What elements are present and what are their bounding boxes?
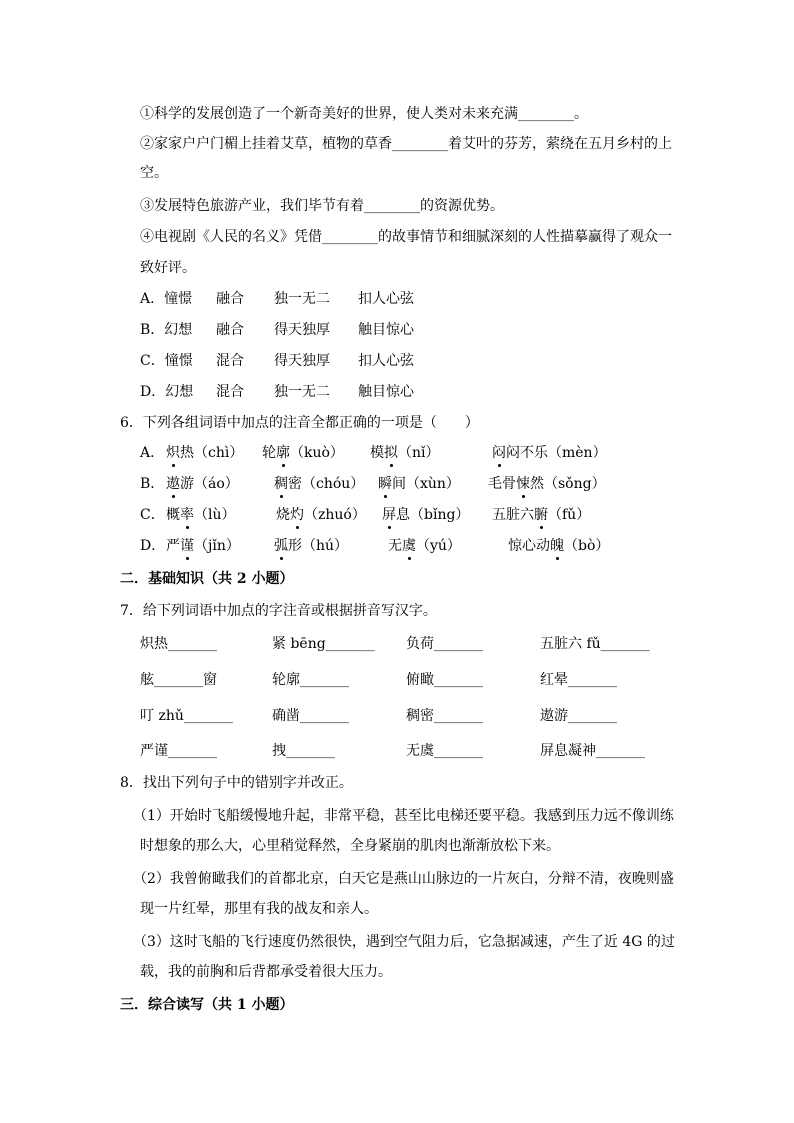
item-rest: （kuò） bbox=[290, 445, 344, 461]
option-item bbox=[166, 443, 243, 463]
option-word: 融合 bbox=[216, 291, 244, 307]
dotted-char: 谨 bbox=[180, 538, 194, 554]
option-word: 融合 bbox=[216, 322, 244, 338]
option-label: D．幻想 bbox=[140, 384, 194, 400]
option-label: A．憧憬 bbox=[140, 291, 193, 307]
dotted-char: 瞬 bbox=[378, 476, 392, 492]
q5-sentence-2-cont: 空。 bbox=[140, 165, 168, 181]
q7-item[interactable]: 负荷_______ bbox=[406, 636, 483, 652]
option-word: 扣人心弦 bbox=[358, 291, 414, 307]
option-label: B． bbox=[140, 476, 165, 492]
dotted-char: 弧 bbox=[274, 538, 288, 554]
q7-item[interactable]: 无虞_______ bbox=[406, 743, 483, 759]
item-rest: （jǐn） bbox=[194, 538, 240, 554]
option-word: 扣人心弦 bbox=[358, 353, 414, 369]
option-item bbox=[274, 474, 364, 494]
option-word: 混合 bbox=[216, 353, 244, 369]
item-rest: 然（sǒng） bbox=[530, 476, 606, 492]
item-pre: 模 bbox=[370, 445, 384, 461]
option-label: D． bbox=[140, 538, 166, 554]
item-rest: 闷不乐（mèn） bbox=[506, 445, 607, 461]
q7-item[interactable]: 稠密_______ bbox=[406, 708, 483, 724]
option-word: 触目惊心 bbox=[358, 384, 414, 400]
q5-sentence-4: ④电视剧《人民的名义》凭借________的故事情节和细腻深刻的人性描摹赢得了观众一 bbox=[140, 229, 672, 245]
q7-item[interactable]: 严谨_______ bbox=[140, 743, 217, 759]
q6-stem: 6．下列各组词语中加点的注音全都正确的一项是（ ） bbox=[120, 415, 479, 431]
option-item bbox=[508, 536, 609, 556]
q7-item[interactable]: 拽_______ bbox=[272, 743, 335, 759]
q7-item[interactable]: 屏息凝神_______ bbox=[540, 743, 645, 759]
q8-paragraph-3: （3）这时飞船的飞行速度仍然很快，遇到空气阻力后，它急据减速，产生了近 4G 的过 bbox=[133, 934, 675, 950]
dotted-char: 遨 bbox=[166, 476, 180, 492]
q7-item[interactable]: 遨游_______ bbox=[540, 708, 617, 724]
q8-stem: 8．找出下列句子中的错别字并改正。 bbox=[120, 775, 353, 791]
dotted-char: 拟 bbox=[384, 445, 398, 461]
q7-item[interactable]: 确凿_______ bbox=[272, 708, 349, 724]
q5-sentence-1: ①科学的发展创造了一个新奇美好的世界，使人类对未来充满________。 bbox=[140, 106, 588, 122]
option-item bbox=[166, 505, 236, 525]
option-item bbox=[274, 536, 348, 556]
q8-paragraph-2-cont: 现一片红晕，那里有我的战友和亲人。 bbox=[140, 901, 378, 917]
q5-sentence-4-cont: 致好评。 bbox=[140, 260, 196, 276]
item-pre: 毛骨 bbox=[488, 476, 516, 492]
item-rest: （yú） bbox=[416, 538, 461, 554]
q7-item[interactable]: 俯瞰_______ bbox=[406, 672, 483, 688]
item-rest: 间（xùn） bbox=[392, 476, 460, 492]
dotted-char: 率 bbox=[180, 507, 194, 523]
option-item bbox=[166, 536, 240, 556]
item-rest: （nǐ） bbox=[398, 445, 440, 461]
option-word: 得天独厚 bbox=[274, 353, 330, 369]
dotted-char: 稠 bbox=[274, 476, 288, 492]
dotted-char: 廓 bbox=[276, 445, 290, 461]
item-rest: （lù） bbox=[194, 507, 236, 523]
item-pre: 概 bbox=[166, 507, 180, 523]
option-item bbox=[388, 536, 461, 556]
dotted-char: 屏 bbox=[382, 507, 396, 523]
item-rest: （zhuó） bbox=[304, 507, 366, 523]
option-word: 得天独厚 bbox=[274, 322, 330, 338]
option-word: 触目惊心 bbox=[358, 322, 414, 338]
option-item bbox=[382, 505, 469, 525]
option-label: C． bbox=[140, 507, 165, 523]
item-pre: 惊心动 bbox=[508, 538, 550, 554]
q7-item[interactable]: 紧 bēng_______ bbox=[272, 636, 375, 652]
q8-paragraph-2: （2）我曾俯瞰我们的首都北京，白天它是燕山山脉边的一片灰白，分辩不清，夜晚则盛 bbox=[133, 871, 674, 887]
option-word: 独一无二 bbox=[274, 291, 330, 307]
option-item bbox=[488, 474, 606, 494]
option-item bbox=[166, 474, 239, 494]
item-pre: 轮 bbox=[262, 445, 276, 461]
section-heading-basic: 二．基础知识（共 2 小题） bbox=[120, 571, 294, 587]
dotted-char: 悚 bbox=[516, 476, 530, 492]
dotted-char: 魄 bbox=[550, 538, 564, 554]
q8-paragraph-1-cont: 时想象的那么大，心里稍觉释然，全身紧崩的肌肉也渐渐放松下来。 bbox=[140, 838, 560, 854]
q7-item[interactable]: 红晕_______ bbox=[540, 672, 617, 688]
q7-item[interactable]: 轮廓_______ bbox=[272, 672, 349, 688]
q7-item[interactable]: 叮 zhǔ_______ bbox=[140, 708, 233, 724]
option-label: A． bbox=[140, 445, 165, 461]
q7-item[interactable]: 炽热_______ bbox=[140, 636, 217, 652]
q5-sentence-3: ③发展特色旅游产业，我们毕节有着________的资源优势。 bbox=[140, 198, 504, 214]
item-rest: 息（bǐng） bbox=[396, 507, 470, 523]
item-rest: （fǔ） bbox=[548, 507, 591, 523]
option-word: 独一无二 bbox=[274, 384, 330, 400]
q7-item[interactable]: 五脏六 fǔ_______ bbox=[540, 636, 650, 652]
option-item bbox=[262, 443, 344, 463]
item-pre: 严 bbox=[166, 538, 180, 554]
item-pre: 无 bbox=[388, 538, 402, 554]
item-pre: 五脏六 bbox=[492, 507, 534, 523]
dotted-char: 闷 bbox=[492, 445, 506, 461]
item-rest: 游（áo） bbox=[180, 476, 239, 492]
option-item bbox=[492, 505, 590, 525]
option-item bbox=[370, 443, 440, 463]
q7-stem: 7．给下列词语中加点的字注音或根据拼音写汉字。 bbox=[120, 603, 437, 619]
dotted-char: 炽 bbox=[166, 445, 180, 461]
q7-item[interactable]: 舷_______窗 bbox=[140, 672, 217, 688]
item-rest: 密（chóu） bbox=[288, 476, 365, 492]
item-pre: 烧 bbox=[276, 507, 290, 523]
dotted-char: 灼 bbox=[290, 507, 304, 523]
q8-paragraph-1: （1）开始时飞船缓慢地升起，非常平稳，甚至比电梯还要平稳。我感到压力远不像训练 bbox=[133, 808, 674, 824]
dotted-char: 腑 bbox=[534, 507, 548, 523]
q5-sentence-2: ②家家户户门楣上挂着艾草，植物的草香________着艾叶的芬芳，萦绕在五月乡村的上 bbox=[140, 136, 672, 152]
option-word: 混合 bbox=[216, 384, 244, 400]
item-rest: 热（chì） bbox=[180, 445, 244, 461]
q8-paragraph-3-cont: 载，我的前胸和后背都承受着很大压力。 bbox=[140, 964, 392, 980]
item-rest: 形（hú） bbox=[288, 538, 349, 554]
dotted-char: 虞 bbox=[402, 538, 416, 554]
option-label: B．幻想 bbox=[140, 322, 193, 338]
option-label: C．憧憬 bbox=[140, 353, 193, 369]
item-rest: （bò） bbox=[564, 538, 610, 554]
option-item bbox=[378, 474, 460, 494]
option-item bbox=[492, 443, 607, 463]
section-heading-comprehensive: 三．综合读写（共 1 小题） bbox=[120, 997, 294, 1013]
option-item bbox=[276, 505, 366, 525]
